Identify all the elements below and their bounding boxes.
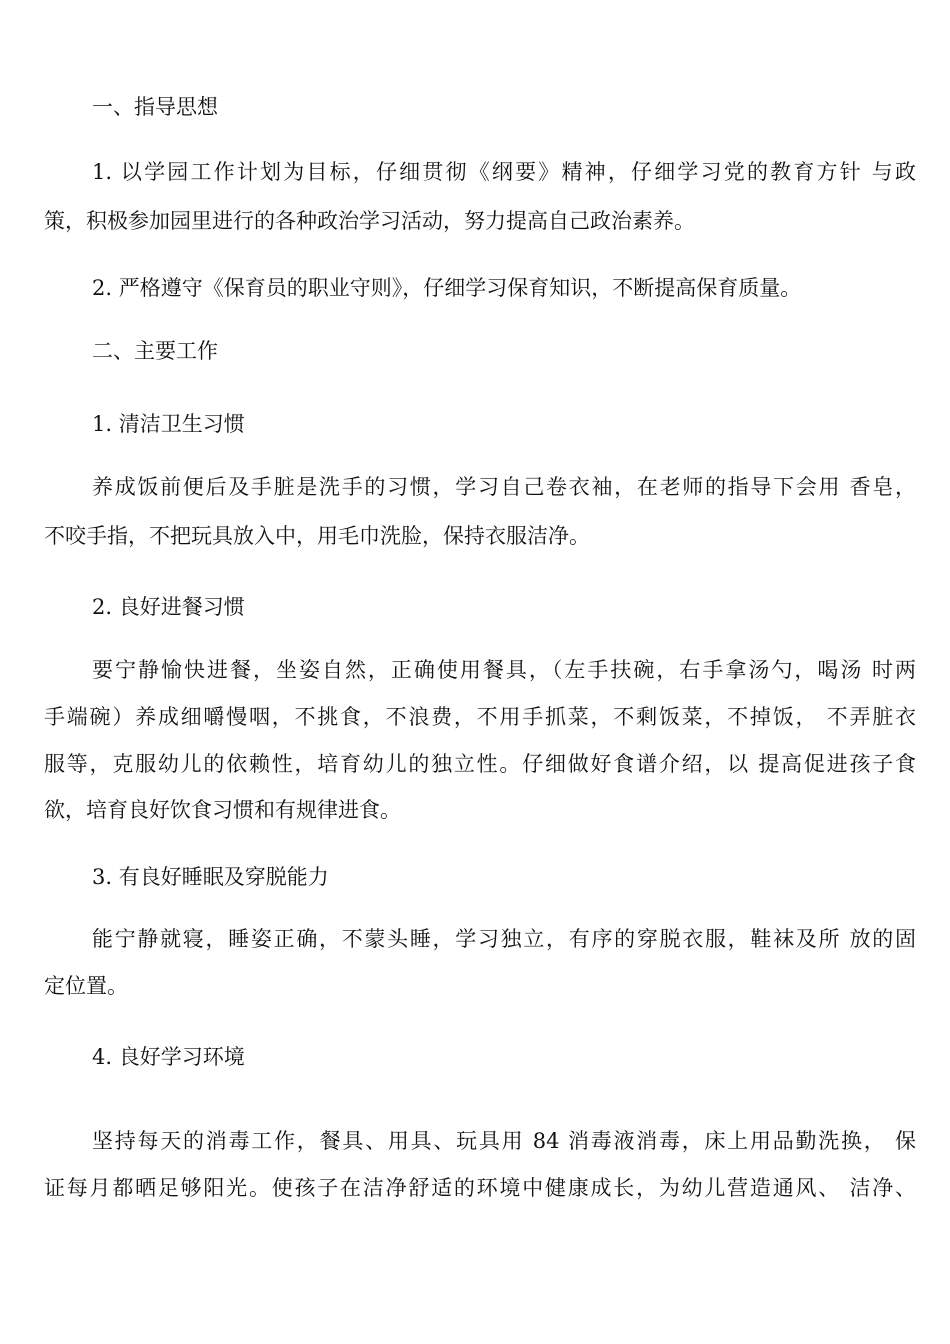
paragraph-line: 要宁静愉快进餐，坐姿自然，正确使用餐具，（左手扶碗，右手拿汤勺，喝汤 时两 xyxy=(92,658,916,682)
paragraph-line: 手端碗）养成细嚼慢咽，不挑食，不浪费，不用手抓菜，不剩饭菜，不掉饭， 不弄脏衣 xyxy=(44,705,916,729)
subheading-sleep-dressing: 3. 有良好睡眠及穿脱能力 xyxy=(92,865,329,889)
paragraph-line: 养成饭前便后及手脏是洗手的习惯，学习自己卷衣袖，在老师的指导下会用 香皂， xyxy=(92,475,916,499)
paragraph-line: 1. 以学园工作计划为目标，仔细贯彻《纲要》精神，仔细学习党的教育方针 与政 xyxy=(92,160,916,184)
subheading-eating-habits: 2. 良好进餐习惯 xyxy=(92,595,245,619)
subheading-cleanliness: 1. 清洁卫生习惯 xyxy=(92,412,245,436)
paragraph-line: 服等，克服幼儿的依赖性，培育幼儿的独立性。仔细做好食谱介绍，以 提高促进孩子食 xyxy=(44,752,916,776)
paragraph-line: 证每月都晒足够阳光。使孩子在洁净舒适的环境中健康成长，为幼儿营造通风、 洁净、 xyxy=(44,1176,916,1200)
paragraph-line: 策，积极参加园里进行的各种政治学习活动，努力提高自己政治素养。 xyxy=(44,209,695,233)
section-heading-main-work: 二、主要工作 xyxy=(92,339,218,363)
paragraph-line: 定位置。 xyxy=(44,974,128,998)
subheading-learning-environment: 4. 良好学习环境 xyxy=(92,1045,245,1069)
paragraph-line: 欲，培育良好饮食习惯和有规律进食。 xyxy=(44,798,401,822)
paragraph-line: 坚持每天的消毒工作，餐具、用具、玩具用 84 消毒液消毒，床上用品勤洗换， 保 xyxy=(92,1129,916,1153)
paragraph-line: 不咬手指，不把玩具放入中，用毛巾洗脸，保持衣服洁净。 xyxy=(44,524,590,548)
section-heading-guiding-thought: 一、指导思想 xyxy=(92,95,218,119)
paragraph-line: 2. 严格遵守《保育员的职业守则》，仔细学习保育知识，不断提高保育质量。 xyxy=(92,276,802,300)
paragraph-line: 能宁静就寝，睡姿正确，不蒙头睡，学习独立，有序的穿脱衣服，鞋袜及所 放的固 xyxy=(92,927,916,951)
